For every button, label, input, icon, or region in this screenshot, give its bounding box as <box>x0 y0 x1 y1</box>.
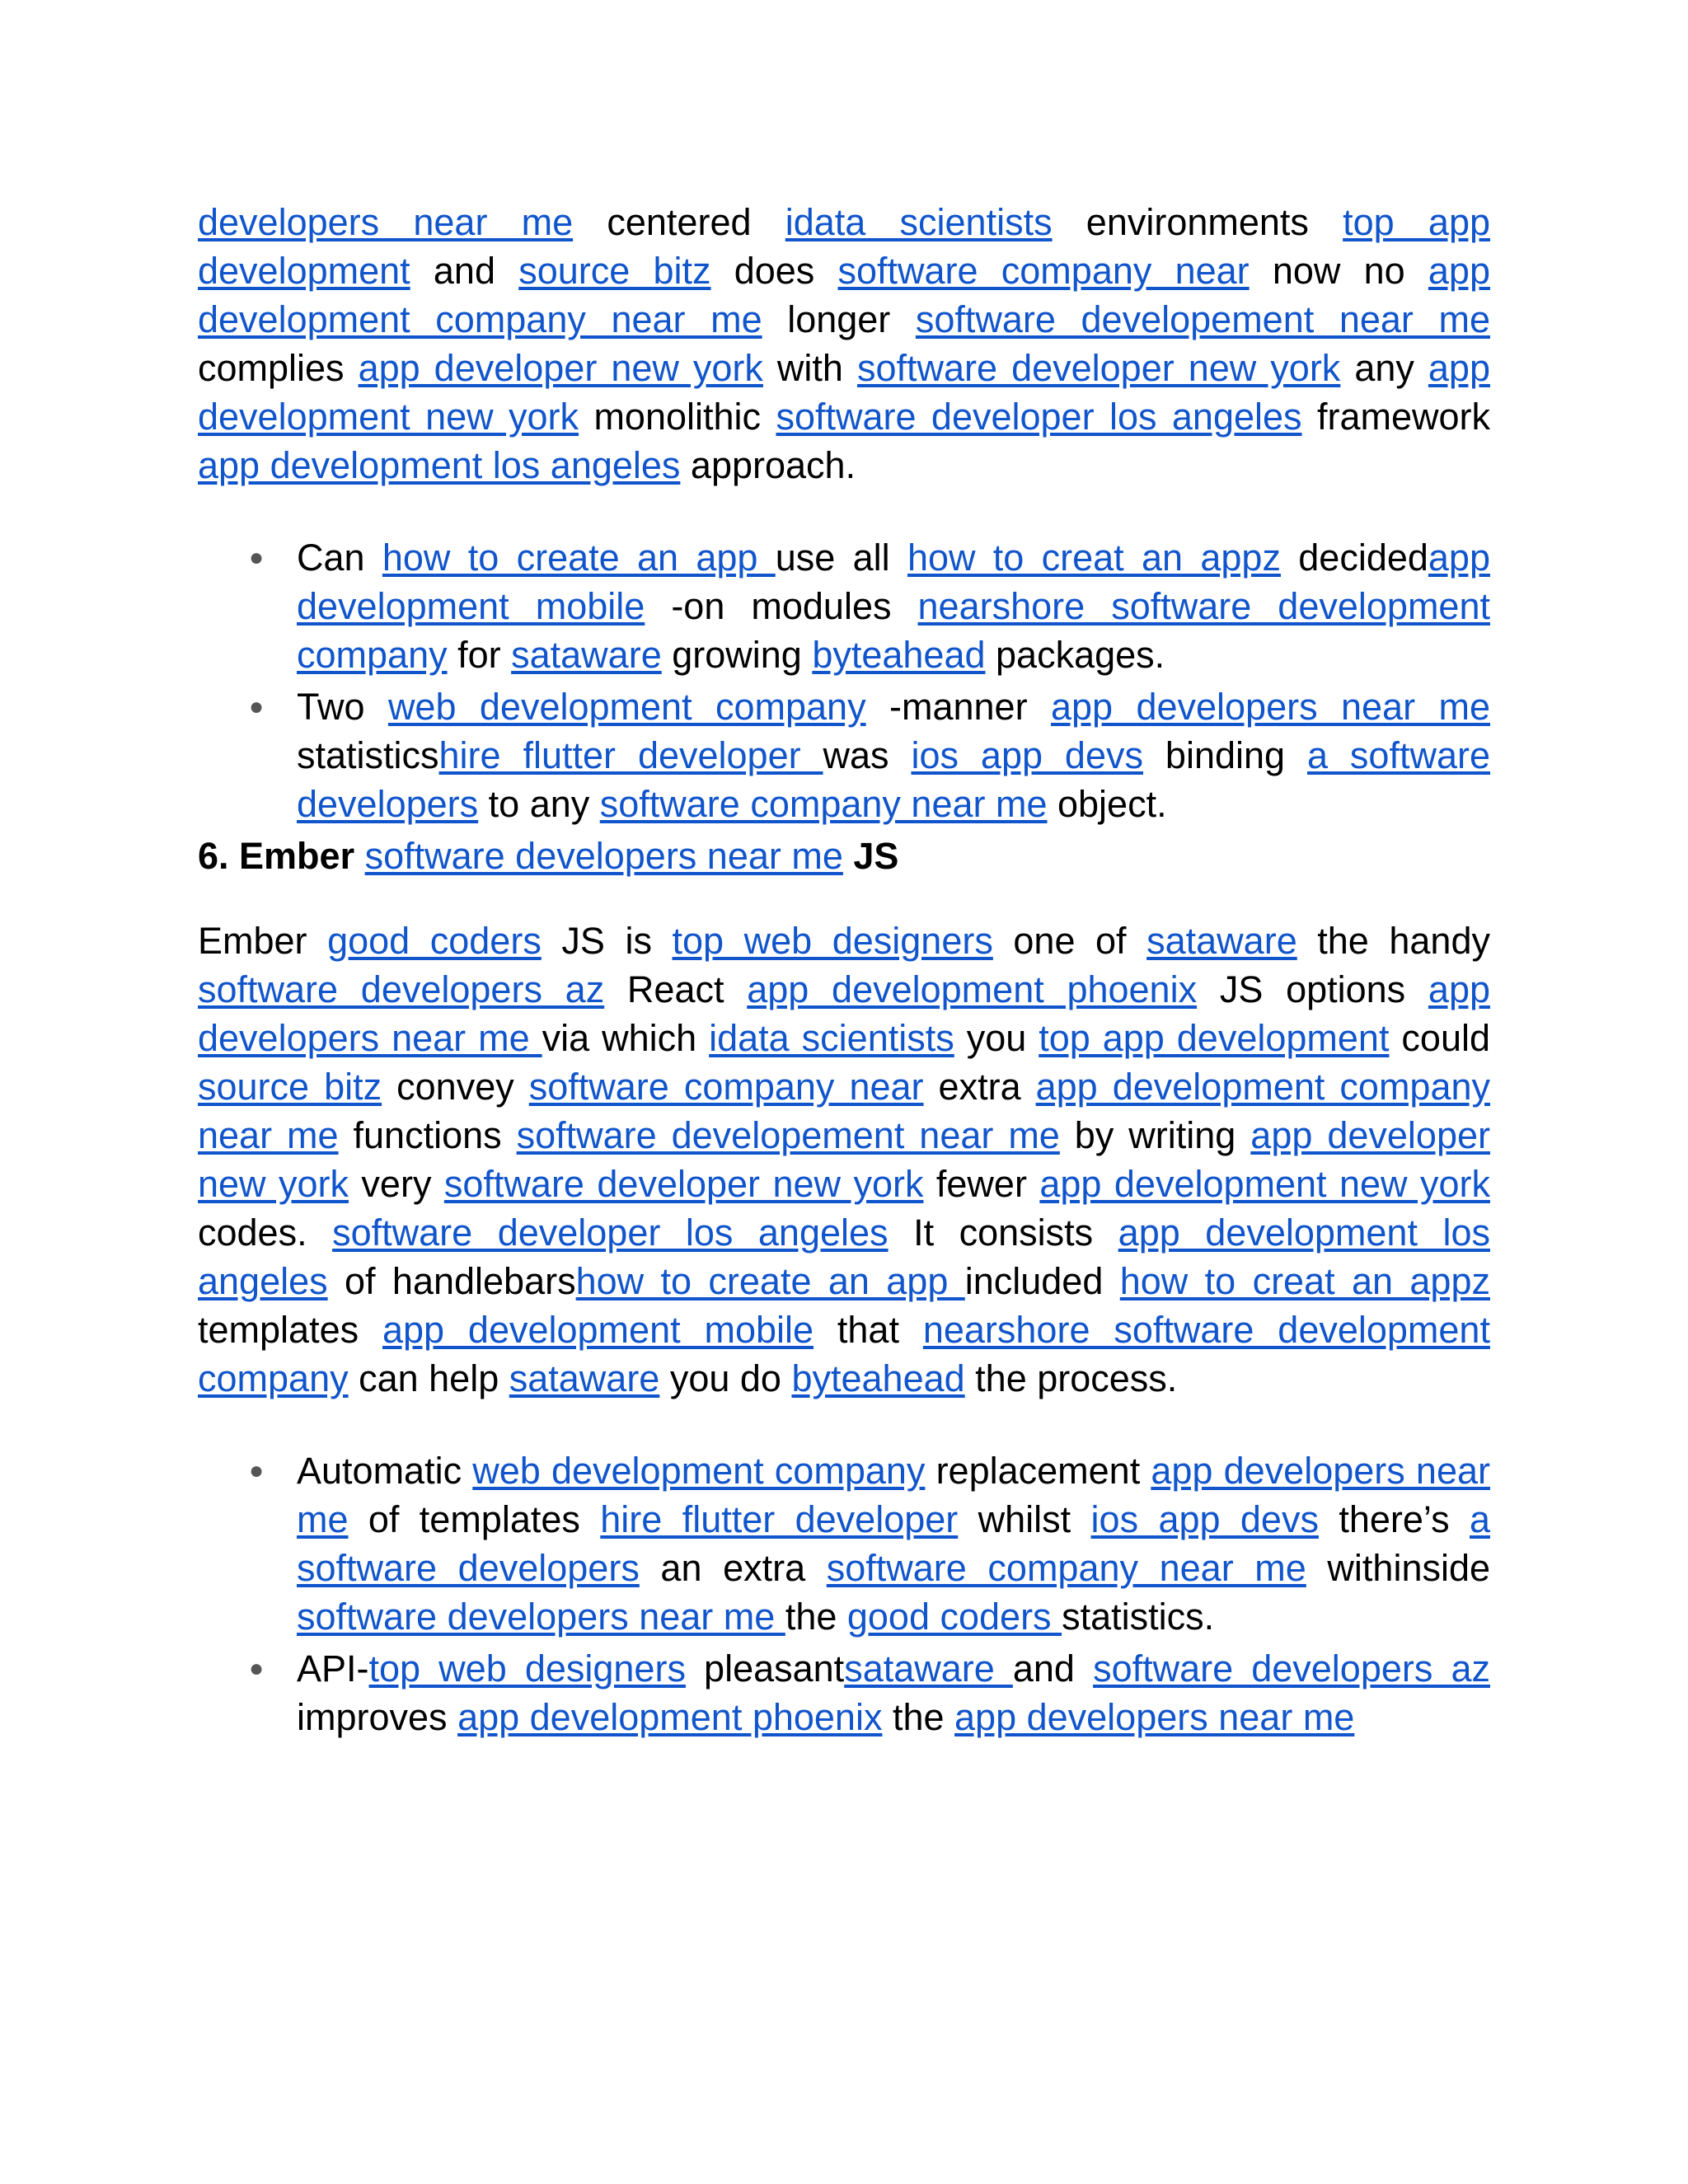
text-link[interactable]: how to create an app <box>382 537 776 579</box>
text-link[interactable]: how to creat an appz <box>1119 1260 1490 1302</box>
text-link[interactable]: a software developers <box>297 1498 1491 1589</box>
text-link[interactable]: software company near me <box>826 1547 1306 1589</box>
bullet-icon: ● <box>249 693 265 720</box>
text-link[interactable]: how to create an app <box>575 1260 965 1302</box>
text-link[interactable]: web development company <box>387 686 866 728</box>
text-link[interactable]: app development mobile <box>297 537 1490 627</box>
text-link[interactable]: sataware <box>844 1647 1013 1690</box>
text-link[interactable]: app development new york <box>198 347 1490 438</box>
text-link[interactable]: top web designers <box>672 920 993 962</box>
text-run: one of <box>992 920 1147 962</box>
text-run: the handy <box>1296 920 1490 962</box>
text-run: via which <box>542 1017 710 1059</box>
text-link[interactable]: software developer los angeles <box>332 1212 889 1254</box>
text-run: longer <box>762 298 916 340</box>
text-link[interactable]: software developers az <box>198 968 605 1010</box>
bullet-icon: ● <box>249 1655 265 1682</box>
list-item <box>198 533 1490 679</box>
text-run: use all <box>775 537 907 579</box>
text-run: Automatic <box>297 1450 473 1492</box>
text-link[interactable]: idata scientists <box>785 201 1053 243</box>
text-run: JS <box>842 835 899 877</box>
text-link[interactable]: app developers near me <box>1050 686 1490 728</box>
paragraph-ember <box>198 916 1490 1403</box>
text-run: withinside <box>1306 1547 1491 1589</box>
text-run: by writing <box>1059 1114 1251 1156</box>
text-run: decided <box>1280 537 1428 579</box>
text-link[interactable]: good coders <box>846 1596 1062 1638</box>
text-link[interactable]: sataware <box>509 1357 660 1399</box>
text-run: whilst <box>958 1498 1091 1540</box>
text-link[interactable]: top app development <box>198 201 1490 292</box>
text-link[interactable]: app developers near me <box>297 1450 1490 1540</box>
bullet-icon: ● <box>249 1457 265 1484</box>
text-link[interactable]: app development phoenix <box>747 968 1198 1010</box>
text-link[interactable]: app development los angeles <box>198 444 681 486</box>
text-link[interactable]: software developer los angeles <box>776 396 1302 438</box>
text-run: statistics <box>297 734 439 776</box>
section-heading <box>198 832 1490 880</box>
text-run: does <box>710 250 838 292</box>
text-link[interactable]: developers near me <box>198 201 574 243</box>
list-item <box>198 1644 1490 1741</box>
document-page <box>198 198 1490 1745</box>
text-link[interactable]: a software developers <box>297 734 1491 825</box>
text-run: environments <box>1052 201 1343 243</box>
text-run: monolithic <box>579 396 776 438</box>
paragraph-intro <box>198 198 1490 490</box>
text-run: 6. Ember <box>198 835 365 877</box>
text-link[interactable]: nearshore software development company <box>297 585 1490 676</box>
text-link[interactable]: app developer new york <box>198 1114 1490 1205</box>
text-link[interactable]: source bitz <box>198 1066 382 1108</box>
text-link[interactable]: software developement near me <box>516 1114 1060 1156</box>
text-link[interactable]: software developers near me <box>297 1596 785 1638</box>
text-run: Can <box>297 537 382 579</box>
text-link[interactable]: software developer new york <box>856 347 1341 389</box>
text-run: of templates <box>348 1498 601 1540</box>
text-run: approach. <box>680 444 856 486</box>
text-link[interactable]: app development company near me <box>198 1066 1491 1156</box>
list-item <box>198 1446 1490 1641</box>
text-link[interactable]: software company near <box>837 250 1250 292</box>
bullet-icon: ● <box>249 544 265 571</box>
text-run: you do <box>659 1357 792 1399</box>
text-run: statistics. <box>1062 1596 1215 1638</box>
text-link[interactable]: app development mobile <box>382 1309 814 1351</box>
text-run: Ember <box>198 920 328 962</box>
text-run: convey <box>382 1066 529 1108</box>
text-link[interactable]: ios app devs <box>1090 1498 1319 1540</box>
text-run: Two <box>297 686 388 728</box>
text-run: very <box>349 1163 444 1205</box>
text-run: API- <box>297 1647 369 1690</box>
text-run: functions <box>338 1114 517 1156</box>
text-run: the <box>882 1696 955 1738</box>
text-run: to any <box>478 783 600 825</box>
text-link[interactable]: app development company near me <box>198 250 1490 340</box>
text-link[interactable]: hire flutter developer <box>438 734 823 776</box>
text-link[interactable]: software developers near me <box>364 835 843 877</box>
text-run: framework <box>1301 396 1490 438</box>
bullet-list-1 <box>198 533 1490 828</box>
text-run: with <box>762 347 857 389</box>
text-run: the <box>785 1596 847 1638</box>
text-run: now no <box>1249 250 1428 292</box>
text-run: It consists <box>888 1212 1118 1254</box>
text-link[interactable]: app development new york <box>1039 1163 1490 1205</box>
text-link[interactable]: app development los angeles <box>198 1212 1490 1302</box>
text-run: for <box>447 634 512 676</box>
text-run: templates <box>198 1309 382 1351</box>
text-link[interactable]: web development company <box>472 1450 926 1492</box>
text-link[interactable]: top app development <box>1039 1017 1390 1059</box>
text-run: fewer <box>923 1163 1040 1205</box>
text-link[interactable]: software company near <box>528 1066 924 1108</box>
text-link[interactable]: app development phoenix <box>457 1696 883 1738</box>
text-link[interactable]: software developement near me <box>915 298 1490 340</box>
text-run: of handlebars <box>327 1260 576 1302</box>
text-run: growing <box>661 634 813 676</box>
text-run: there’s <box>1318 1498 1470 1540</box>
text-link[interactable]: nearshore software development company <box>198 1309 1490 1399</box>
text-run: React <box>604 968 748 1010</box>
text-run: extra <box>923 1066 1036 1108</box>
text-run: improves <box>297 1696 458 1738</box>
text-run: JS is <box>541 920 673 962</box>
text-link[interactable]: idata scientists <box>709 1017 954 1059</box>
text-link[interactable]: source bitz <box>518 250 711 292</box>
text-run: binding <box>1143 734 1307 776</box>
text-link[interactable]: app developers near me <box>198 968 1491 1059</box>
text-link[interactable]: good coders <box>327 920 542 962</box>
text-link[interactable]: sataware <box>511 634 662 676</box>
text-run: you <box>954 1017 1039 1059</box>
text-link[interactable]: how to creat an appz <box>907 537 1281 579</box>
text-run: can help <box>348 1357 509 1399</box>
bullet-list-2 <box>198 1446 1490 1741</box>
text-link[interactable]: byteahead <box>791 1357 965 1399</box>
text-run: and <box>410 250 519 292</box>
text-run: could <box>1389 1017 1491 1059</box>
text-run: the process. <box>964 1357 1178 1399</box>
text-link[interactable]: software company near me <box>599 783 1048 825</box>
text-run: complies <box>198 347 359 389</box>
text-link[interactable]: ios app devs <box>911 734 1143 776</box>
text-run: pleasant <box>685 1647 845 1690</box>
text-run: packages. <box>985 634 1165 676</box>
text-run: any <box>1340 347 1428 389</box>
text-run: an extra <box>639 1547 827 1589</box>
text-link[interactable]: app developer new york <box>358 347 763 389</box>
list-item <box>198 682 1490 828</box>
text-link[interactable]: app developers near me <box>954 1696 1355 1738</box>
text-link[interactable]: byteahead <box>812 634 986 676</box>
text-link[interactable]: sataware <box>1146 920 1297 962</box>
text-run: and <box>1012 1647 1094 1690</box>
text-run: object. <box>1047 783 1167 825</box>
text-run: codes. <box>198 1212 333 1254</box>
text-run: -on modules <box>645 585 918 627</box>
text-run: replacement <box>925 1450 1151 1492</box>
text-run: included <box>964 1260 1120 1302</box>
text-link[interactable]: software developers az <box>1093 1647 1490 1690</box>
text-run: JS options <box>1197 968 1428 1010</box>
text-run: that <box>814 1309 923 1351</box>
text-link[interactable]: software developer new york <box>443 1163 924 1205</box>
text-link[interactable]: hire flutter developer <box>600 1498 959 1540</box>
text-run: -manner <box>865 686 1051 728</box>
text-link[interactable]: top web designers <box>368 1647 686 1690</box>
text-run: centered <box>573 201 785 243</box>
text-run: was <box>823 734 912 776</box>
